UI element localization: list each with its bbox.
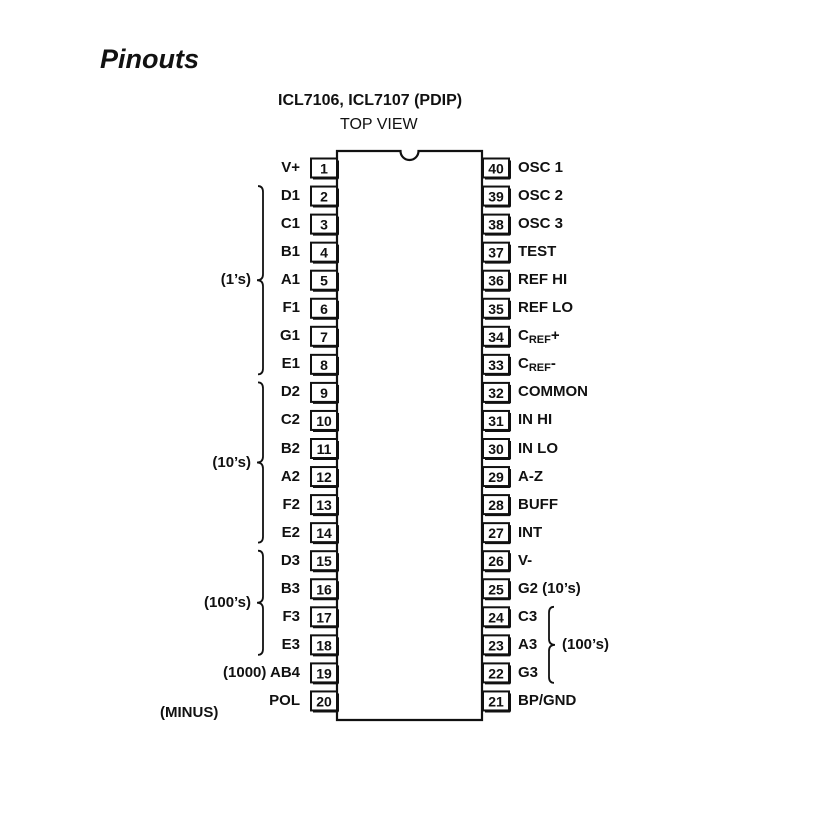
pin-7 [311, 327, 338, 347]
pin-label-subscript: REF [528, 334, 551, 347]
pin-19 [311, 663, 338, 683]
pin-label-22: G3 [518, 663, 539, 681]
pin-label-36: REF HI [518, 271, 568, 289]
pin-21 [483, 691, 510, 711]
pin-number: 32 [488, 384, 504, 401]
pin-label-33 [518, 355, 556, 377]
pin-number: 22 [488, 665, 504, 682]
pin-11 [311, 439, 338, 459]
pin-label-11: B2 [280, 439, 300, 457]
pin-number: 21 [488, 693, 504, 710]
pin-1 [311, 159, 338, 179]
pin-number: 27 [488, 525, 504, 542]
pin-5 [311, 271, 338, 291]
pin-number: 14 [316, 525, 332, 542]
pin-label-10: C2 [280, 411, 300, 429]
pin-number: 33 [488, 356, 504, 373]
group-brace-right-0 [549, 607, 555, 683]
pin-number: 15 [316, 553, 332, 570]
pin-number: 35 [488, 300, 504, 317]
pin-label-39: OSC 2 [518, 187, 564, 205]
pin-number: 28 [488, 497, 504, 514]
pin-number: 7 [320, 328, 328, 345]
pin-label-26: V- [518, 551, 533, 569]
pin-label-1: V+ [281, 159, 300, 176]
pin-number: 36 [488, 272, 504, 289]
pin-label-28: BUFF [518, 495, 558, 513]
pin-20 [311, 691, 338, 711]
pin-6 [311, 299, 338, 319]
package-subtitle: TOP VIEW [340, 116, 418, 133]
pin-label-3: C1 [280, 215, 300, 233]
pin-label-20: POL [269, 691, 300, 709]
pin-14 [311, 523, 338, 543]
pin-29 [483, 467, 510, 487]
section-heading: Pinouts [100, 44, 199, 74]
pin-2 [311, 187, 338, 207]
pin-number: 12 [316, 469, 332, 486]
pin-label-29: A-Z [518, 467, 543, 485]
pin-label-7: G1 [279, 327, 300, 345]
pin-label-34 [518, 327, 560, 349]
pin-label-15: D3 [280, 551, 300, 569]
minus-note: (MINUS) [160, 704, 219, 721]
group-label: (1’s) [220, 271, 251, 289]
pin-4 [311, 243, 338, 263]
pin-label-23: A3 [518, 635, 538, 653]
pin-label-37: TEST [518, 243, 557, 261]
pin-24 [483, 607, 510, 627]
pin-number: 34 [488, 328, 504, 345]
pin-number: 38 [488, 216, 504, 233]
pin-label-24: C3 [518, 607, 538, 625]
pin-9 [311, 383, 338, 403]
pin-number: 4 [320, 244, 328, 261]
pin-number: 2 [320, 188, 328, 205]
pin-12 [311, 467, 338, 487]
pin-label-35: REF LO [518, 299, 573, 317]
pin-28 [483, 495, 510, 515]
pin-number: 20 [316, 693, 332, 710]
pin-27 [483, 523, 510, 543]
pin-number: 19 [316, 665, 332, 682]
pin-label-17: F3 [282, 607, 300, 625]
pin-label-40: OSC 1 [518, 159, 564, 176]
pin-number: 3 [320, 216, 328, 233]
pin-number: 17 [316, 609, 332, 626]
pin-16 [311, 579, 338, 599]
pin-label-19: (1000) AB4 [223, 663, 300, 681]
pin-label-16: B3 [280, 579, 300, 597]
pin-36 [483, 271, 510, 291]
group-label: (100’s) [204, 593, 251, 611]
pin-8 [311, 355, 338, 375]
pin-label-30: IN LO [518, 439, 558, 457]
pin-number: 10 [316, 412, 332, 429]
pin-label-6: F1 [282, 299, 300, 317]
pin-13 [311, 495, 338, 515]
pin-number: 5 [320, 272, 328, 289]
pin-10 [311, 411, 338, 431]
pin-18 [311, 635, 338, 655]
pin-label-31: IN HI [518, 411, 553, 429]
pin-label-12: A2 [280, 467, 300, 485]
pin-label-32: COMMON [518, 383, 588, 401]
pin-number: 9 [320, 384, 328, 401]
pin-label-4: B1 [280, 243, 300, 261]
pin-label-2: D1 [280, 187, 300, 205]
pin-number: 16 [316, 581, 332, 598]
pin-label-main: C [518, 327, 529, 345]
pin-label-38: OSC 3 [518, 215, 564, 233]
pin-22 [483, 663, 510, 683]
pin-label-13: F2 [282, 495, 300, 513]
pin-39 [483, 187, 510, 207]
package-title: ICL7106, ICL7107 (PDIP) [278, 92, 463, 109]
pin-label-5: A1 [280, 271, 300, 289]
group-brace-left-1 [257, 382, 263, 542]
pin-label-8: E1 [281, 355, 300, 373]
pin-label-27: INT [518, 523, 543, 541]
pin-label-18: E3 [281, 635, 300, 653]
pin-40 [483, 159, 510, 179]
pin-label-21: BP/GND [518, 691, 577, 709]
pin-number: 8 [320, 356, 328, 373]
pin-number: 26 [488, 553, 504, 570]
pin-33 [483, 355, 510, 375]
pin-15 [311, 551, 338, 571]
pin-number: 29 [488, 469, 504, 486]
pin-3 [311, 215, 338, 235]
pin-number: 31 [488, 412, 504, 429]
pin-number: 11 [316, 441, 332, 457]
pin-label-9: D2 [280, 383, 300, 401]
pin-17 [311, 607, 338, 627]
chip-body [337, 151, 482, 720]
pin-number: 30 [488, 441, 504, 457]
group-brace-left-2 [257, 551, 263, 655]
pin-number: 40 [488, 160, 504, 177]
group-brace-left-0 [257, 186, 263, 374]
pin-31 [483, 411, 510, 431]
pin-30 [483, 439, 510, 459]
pin-number: 18 [316, 637, 332, 654]
pin-label-suffix: - [550, 355, 556, 373]
pin-number: 6 [320, 300, 328, 317]
pin-37 [483, 243, 510, 263]
pin-number: 23 [488, 637, 504, 654]
group-label: (10’s) [212, 453, 251, 471]
pin-label-25: G2 (10’s) [518, 579, 581, 597]
pin-number: 39 [488, 188, 504, 205]
pin-23 [483, 635, 510, 655]
pin-number: 13 [316, 497, 332, 514]
group-label: (100’s) [562, 635, 609, 653]
pin-25 [483, 579, 510, 599]
pin-34 [483, 327, 510, 347]
pin-number: 37 [488, 244, 504, 261]
pin-32 [483, 383, 510, 403]
pin-number: 24 [488, 609, 504, 626]
pin-number: 25 [488, 581, 504, 598]
pin-label-subscript: REF [528, 362, 551, 375]
pin-number: 1 [320, 160, 328, 177]
pin-label-suffix: + [550, 327, 560, 345]
pin-26 [483, 551, 510, 571]
pin-label-main: C [518, 355, 529, 373]
pin-35 [483, 299, 510, 319]
pin-38 [483, 215, 510, 235]
pin-label-14: E2 [281, 523, 300, 541]
